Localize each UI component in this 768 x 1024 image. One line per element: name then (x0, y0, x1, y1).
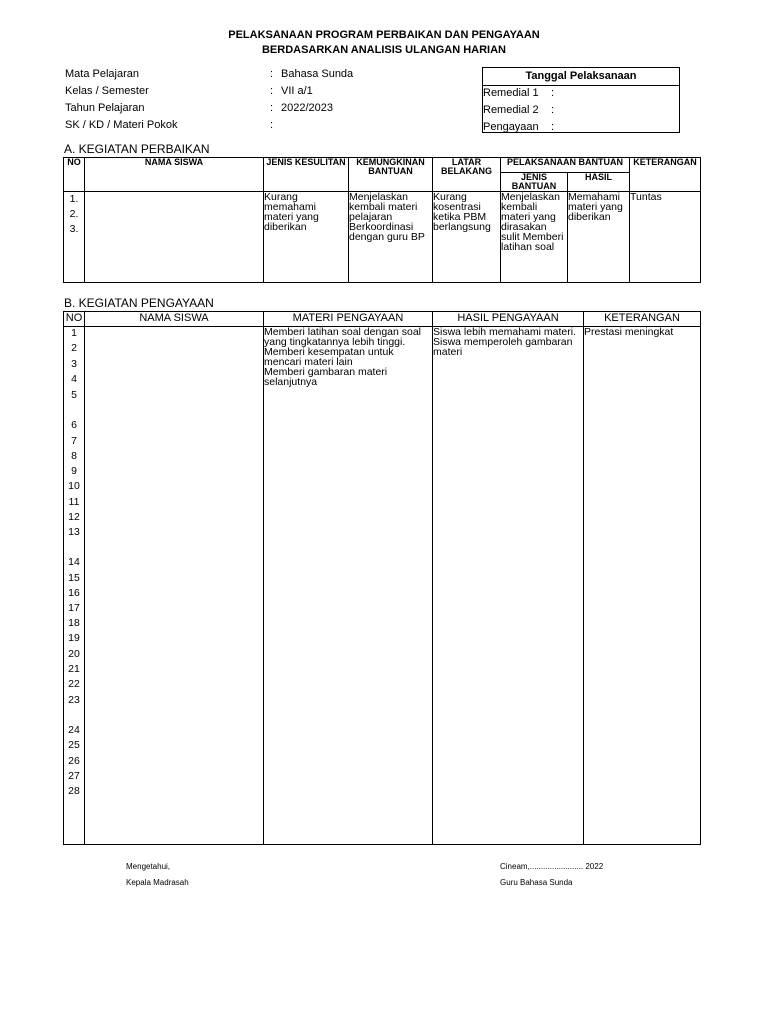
row-number: 4 (71, 373, 77, 385)
col-header-materi-pengayaan: MATERI PENGAYAAN (264, 312, 433, 327)
no-cell (64, 192, 85, 283)
row-number: 26 (68, 755, 80, 767)
row-number: 27 (68, 770, 80, 782)
row-number: 19 (68, 632, 80, 644)
tanggal-colon: : (551, 87, 555, 99)
col-header-jenis-kesulitan: JENIS KESULITAN (264, 158, 349, 192)
row-number: 2. (69, 208, 79, 220)
col-header-hasil: HASIL (568, 173, 630, 192)
row-number: 3 (71, 358, 77, 370)
row-number: 18 (68, 617, 80, 629)
row-number: 11 (68, 496, 80, 508)
section-b-title: B. KEGIATAN PENGAYAAN (64, 296, 214, 310)
col-header-keterangan: KETERANGAN (584, 312, 701, 327)
info-colon: : (270, 68, 274, 80)
perbaikan-table (63, 157, 701, 283)
row-number: 17 (68, 602, 80, 614)
tanggal-label: Remedial 1 (483, 87, 539, 99)
row-number: 15 (68, 572, 80, 584)
tanggal-pelaksanaan-box (482, 67, 680, 133)
pengayaan-table (63, 311, 701, 845)
info-colon: : (270, 119, 274, 131)
keterangan-cell: Tuntas (630, 192, 701, 283)
hasil-cell: Memahami materi yang diberikan (568, 192, 630, 283)
section-a-title: A. KEGIATAN PERBAIKAN (64, 142, 210, 156)
page-subtitle: BERDASARKAN ANALISIS ULANGAN HARIAN (261, 44, 507, 56)
info-label-mata-pelajaran: Mata Pelajaran (65, 68, 139, 80)
row-number: 13 (68, 526, 80, 538)
info-label-tahun: Tahun Pelajaran (65, 102, 145, 114)
hasil-pengayaan-cell (433, 327, 584, 845)
row-number: 23 (68, 694, 80, 706)
signature-right-role: Guru Bahasa Sunda (500, 878, 573, 887)
materi-pengayaan-cell (264, 327, 433, 845)
signature-right-place-date: Cineam,........................ 2022 (500, 862, 604, 871)
signature-left-role: Kepala Madrasah (126, 878, 189, 887)
materi-line: yang tingkatannya lebih tinggi. (264, 336, 406, 348)
tanggal-title: Tanggal Pelaksanaan (483, 68, 679, 86)
row-number: 9 (71, 465, 77, 477)
col-header-pelaksanaan-bantuan: PELAKSANAAN BANTUAN (501, 158, 630, 173)
row-number: 10 (68, 480, 80, 492)
row-number: 16 (68, 587, 80, 599)
row-number: 1 (71, 327, 77, 339)
row-number: 28 (68, 785, 80, 797)
materi-line: Memberi kesempatan untuk (264, 346, 394, 358)
info-colon: : (270, 102, 274, 114)
jenis-bantuan-cell: Menjelaskan kembali materi yang dirasakan sulit Memberi latihan soal (501, 192, 568, 283)
materi-line: Memberi latihan soal dengan soal (264, 326, 422, 338)
tanggal-row-pengayaan (483, 119, 555, 135)
tanggal-label: Pengayaan (483, 121, 539, 133)
tanggal-label: Remedial 2 (483, 104, 539, 116)
jenis-kesulitan-cell: Kurang memahami materi yang diberikan (264, 192, 349, 283)
tanggal-row-remedial-1 (483, 85, 555, 101)
col-header-keterangan: KETERANGAN (630, 158, 701, 192)
tanggal-row-remedial-2 (483, 102, 555, 118)
latar-belakang-cell: Kurang kosentrasi ketika PBM berlangsung (433, 192, 501, 283)
info-value-kelas: VII a/1 (281, 85, 313, 97)
page-title: PELAKSANAAN PROGRAM PERBAIKAN DAN PENGAYAAN (228, 29, 540, 41)
col-header-jenis-bantuan: JENIS BANTUAN (501, 173, 568, 192)
info-value-tahun: 2022/2023 (281, 102, 333, 114)
row-number: 6 (71, 419, 77, 431)
col-header-kemungkinan-bantuan: KEMUNGKINAN BANTUAN (349, 158, 433, 192)
col-header-hasil-pengayaan: HASIL PENGAYAAN (433, 312, 584, 327)
col-header-no: NO (64, 312, 85, 327)
row-number: 14 (68, 556, 80, 568)
row-number: 12 (68, 511, 80, 523)
col-header-no: NO (64, 158, 85, 192)
hasil-line: materi (433, 346, 463, 358)
keterangan-cell: Prestasi meningkat (584, 327, 701, 845)
row-number: 21 (68, 663, 80, 675)
row-number: 2 (71, 342, 77, 354)
row-number: 7 (71, 435, 77, 447)
row-number: 24 (68, 724, 80, 736)
tanggal-colon: : (551, 121, 555, 133)
materi-line: mencari materi lain (264, 356, 353, 368)
materi-line: selanjutnya (264, 376, 318, 388)
materi-line: Memberi gambaran materi (264, 366, 388, 378)
nama-siswa-cell (85, 192, 264, 283)
row-number: 20 (68, 648, 80, 660)
row-number: 8 (71, 450, 77, 462)
row-number: 3. (69, 223, 79, 235)
row-number: 22 (68, 678, 80, 690)
signature-left-caption: Mengetahui, (126, 862, 171, 871)
info-colon: : (270, 85, 274, 97)
row-number: 25 (68, 739, 80, 751)
info-value-mata-pelajaran: Bahasa Sunda (281, 68, 354, 80)
col-header-nama-siswa: NAMA SISWA (85, 312, 264, 327)
col-header-latar-belakang: LATAR BELAKANG (433, 158, 501, 192)
row-number: 1. (69, 193, 79, 205)
info-label-kelas: Kelas / Semester (65, 85, 149, 97)
tanggal-colon: : (551, 104, 555, 116)
row-number: 5 (71, 389, 77, 401)
col-header-nama-siswa: NAMA SISWA (85, 158, 264, 192)
kemungkinan-bantuan-cell: Menjelaskan kembali materi pelajaran Berkoordinasi dengan guru BP (349, 192, 433, 283)
nama-siswa-cell (85, 327, 264, 845)
hasil-line: Siswa lebih memahami materi. (433, 326, 576, 338)
hasil-line: Siswa memperoleh gambaran (433, 336, 573, 348)
info-label-sk-kd: SK / KD / Materi Pokok (65, 119, 178, 131)
